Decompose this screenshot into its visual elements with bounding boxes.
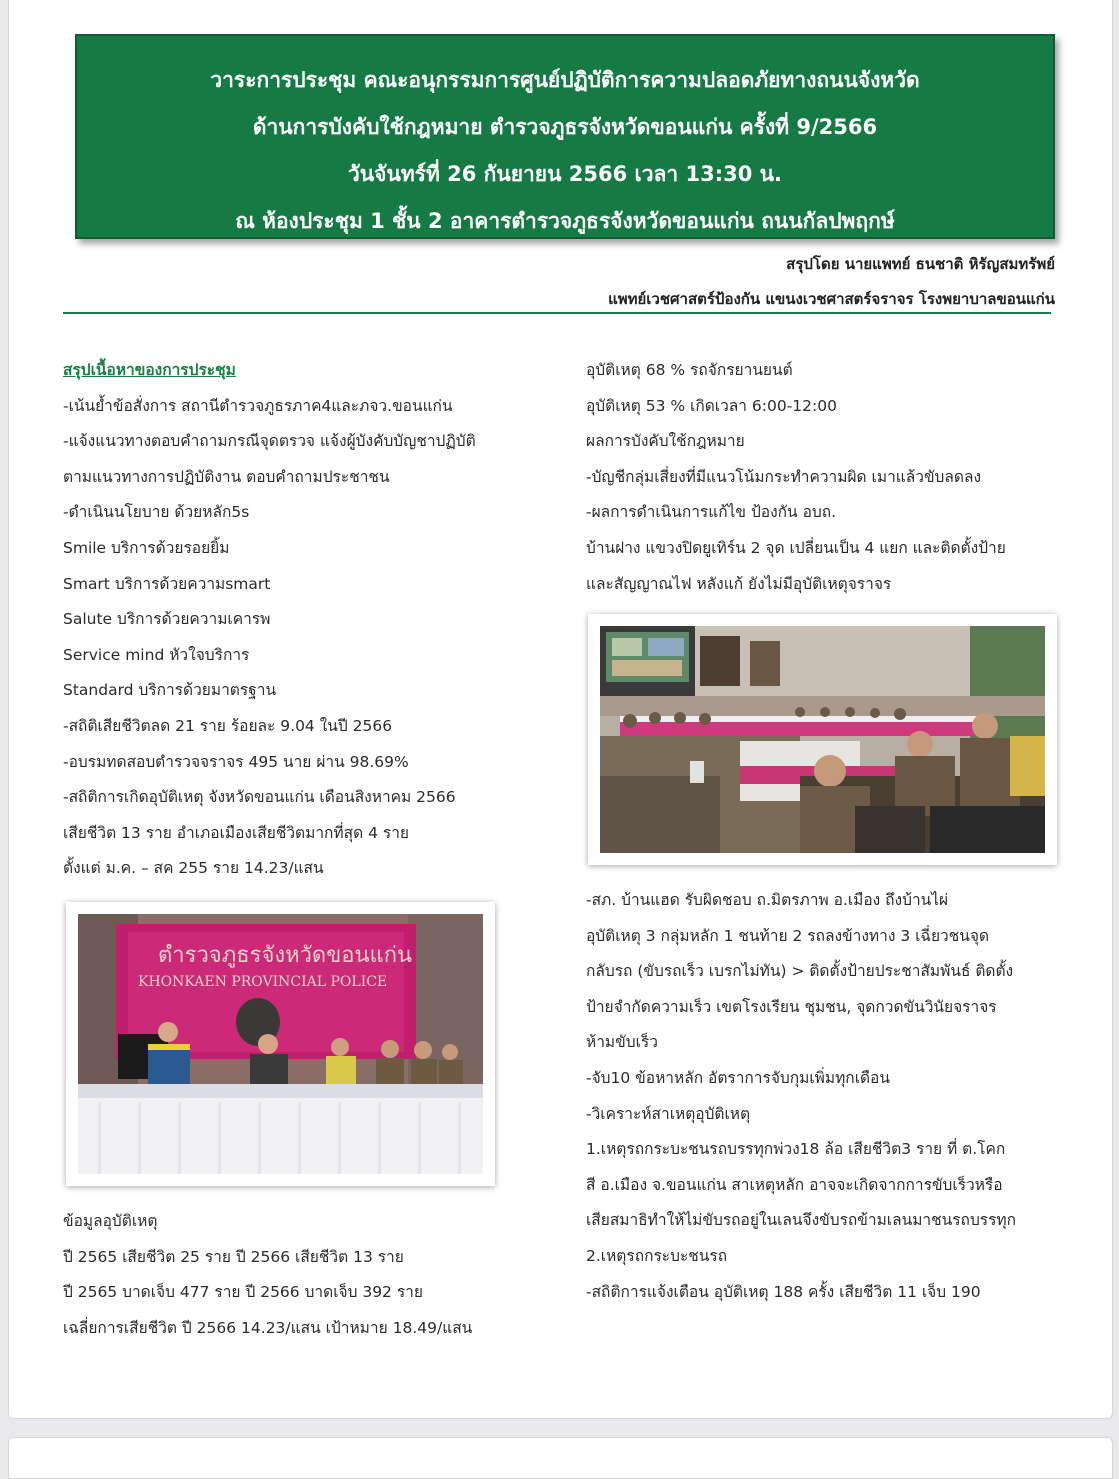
title-banner xyxy=(75,34,1055,239)
text-line: Smile บริการด้วยรอยยิ้ม xyxy=(63,538,230,557)
text-line: -เน้นย้ำข้อสั่งการ สถานีตำรวจภูธรภาค4และภจว.ขอนแก่น xyxy=(63,396,453,415)
text-line: กลับรถ (ขับรถเร็ว เบรกไม่ทัน) > ติดตั้งป้ายประชาสัมพันธ์ ติดตั้ง xyxy=(586,962,1014,981)
conference-room-photo-image xyxy=(600,626,1045,853)
text-line: เสียสมาธิทำให้ไม่ขับรถอยู่ในเลนจึงขับรถข้ามเลนมาชนรถบรรทุก xyxy=(586,1211,1017,1230)
text-line: อุบัติเหตุ 53 % เกิดเวลา 6:00-12:00 xyxy=(586,396,837,415)
title-line-1: วาระการประชุม คณะอนุกรรมการศูนย์ปฏิบัติการความปลอดภัยทางถนนจังหวัด xyxy=(210,68,920,92)
text-line: สี อ.เมือง จ.ขอนแก่น สาเหตุหลัก อาจจะเกิดจากการขับเร็วหรือ xyxy=(586,1175,1003,1194)
text-line: ตามแนวทางการปฏิบัติงาน ตอบคำถามประชาชน xyxy=(63,467,390,486)
author-affiliation: แพทย์เวชศาสตร์ป้องกัน แขนงเวชศาสตร์จราจร โรงพยาบาลขอนแก่น xyxy=(608,290,1055,308)
text-line: -บัญชีกลุ่มเสี่ยงที่มีแนวโน้มกระทำความผิด เมาแล้วขับลดลง xyxy=(586,467,982,486)
text-line: -ดำเนินนโยบาย ด้วยหลัก5s xyxy=(63,503,250,522)
text-line: -แจ้งแนวทางตอบคำถามกรณีจุดตรวจ แจ้งผู้บังคับบัญชาปฏิบัติ xyxy=(63,432,476,451)
next-page-edge xyxy=(8,1437,1113,1479)
text-line: ป้ายจำกัดความเร็ว เขตโรงเรียน ชุมชน, จุดกวดขันวินัยจราจร xyxy=(586,997,997,1016)
summary-heading: สรุปเนื้อหาของการประชุม xyxy=(63,361,236,379)
author-byline: สรุปโดย นายแพทย์ ธนชาติ หิรัญสมทรัพย์ xyxy=(786,255,1055,273)
wall-sign-thai: ตำรวจภูธรจังหวัดขอนแก่น xyxy=(158,943,413,968)
text-line: ปี 2565 บาดเจ็บ 477 ราย ปี 2566 บาดเจ็บ 392 ราย xyxy=(63,1283,423,1302)
text-line: เสียชีวิต 13 ราย อำเภอเมืองเสียชีวิตมากที่สุด 4 ราย xyxy=(63,823,409,842)
wall-sign-english: KHONKAEN PROVINCIAL POLICE xyxy=(138,974,388,990)
left-column-text xyxy=(63,353,476,887)
right-column-text xyxy=(586,353,1006,602)
head-table-photo-image xyxy=(78,914,483,1174)
text-line: -วิเคราะห์สาเหตุอุบัติเหตุ xyxy=(586,1104,751,1123)
text-line: อุบัติเหตุ 68 % รถจักรยานยนต์ xyxy=(586,361,793,379)
right-column-text-bottom xyxy=(586,883,1016,1310)
text-line: ข้อมูลอุบัติเหตุ xyxy=(63,1212,158,1230)
text-line: ปี 2565 เสียชีวิต 25 ราย ปี 2566 เสียชีวิต 13 ราย xyxy=(63,1247,404,1266)
text-line: -ผลการดำเนินการแก้ไข ป้องกัน อบถ. xyxy=(586,503,837,522)
text-line: และสัญญาณไฟ หลังแก้ ยังไม่มีอุบัติเหตุจราจร xyxy=(586,574,892,593)
text-line: อุบัติเหตุ 3 กลุ่มหลัก 1 ชนท้าย 2 รถลงข้างทาง 3 เฉี่ยวชนจุด xyxy=(586,926,990,945)
title-line-2: ด้านการบังคับใช้กฎหมาย ตำรวจภูธรจังหวัดขอนแก่น ครั้งที่ 9/2566 xyxy=(252,115,878,139)
accident-data-text xyxy=(63,1204,472,1346)
text-line: ห้ามขับเร็ว xyxy=(586,1033,658,1052)
text-line: -อบรมทดสอบตำรวจจราจร 495 นาย ผ่าน 98.69% xyxy=(63,752,409,771)
text-line: -สถิติการเกิดอุบัติเหตุ จังหวัดขอนแก่น เดือนสิงหาคม 2566 xyxy=(63,788,456,807)
text-line: Service mind หัวใจบริการ xyxy=(63,645,250,664)
text-line: บ้านฝาง แขวงปิดยูเทิร์น 2 จุด เปลี่ยนเป็น 4 แยก และติดตั้งป้าย xyxy=(586,538,1006,557)
header-divider xyxy=(63,312,1051,314)
text-line: Salute บริการด้วยความเคารพ xyxy=(63,610,271,629)
text-line: ตั้งแต่ ม.ค. – สค 255 ราย 14.23/แสน xyxy=(63,859,324,878)
text-line: Smart บริการด้วยความsmart xyxy=(63,574,271,593)
title-line-4: ณ ห้องประชุม 1 ชั้น 2 อาคารตำรวจภูธรจังหวัดขอนแก่น ถนนกัลปพฤกษ์ xyxy=(235,209,895,233)
text-line: -จับ10 ข้อหาหลัก อัตราการจับกุมเพิ่มทุกเดือน xyxy=(586,1068,890,1087)
meeting-photo-head-table xyxy=(66,902,495,1186)
text-line: เฉลี่ยการเสียชีวิต ปี 2566 14.23/แสน เป้าหมาย 18.49/แสน xyxy=(63,1318,473,1337)
text-line: ผลการบังคับใช้กฎหมาย xyxy=(586,432,745,451)
text-line: 2.เหตุรถกระบะชนรถ xyxy=(586,1246,728,1265)
meeting-photo-conference-room xyxy=(588,614,1057,865)
text-line: -สถิติการแจ้งเตือน อุบัติเหตุ 188 ครั้ง เสียชีวิต 11 เจ็บ 190 xyxy=(586,1282,981,1301)
text-line: Standard บริการด้วยมาตรฐาน xyxy=(63,681,277,700)
text-line: -สภ. บ้านแฮด รับผิดชอบ ถ.มิตรภาพ อ.เมือง ถึงบ้านไผ่ xyxy=(586,891,949,909)
text-line: 1.เหตุรถกระบะชนรถบรรทุกพ่วง18 ล้อ เสียชีวิต3 ราย ที่ ต.โคก xyxy=(586,1140,1006,1159)
title-line-3: วันจันทร์ที่ 26 กันยายน 2566 เวลา 13:30 น. xyxy=(348,162,782,186)
text-line: -สถิติเสียชีวิตลด 21 ราย ร้อยละ 9.04 ในปี 2566 xyxy=(63,716,393,735)
